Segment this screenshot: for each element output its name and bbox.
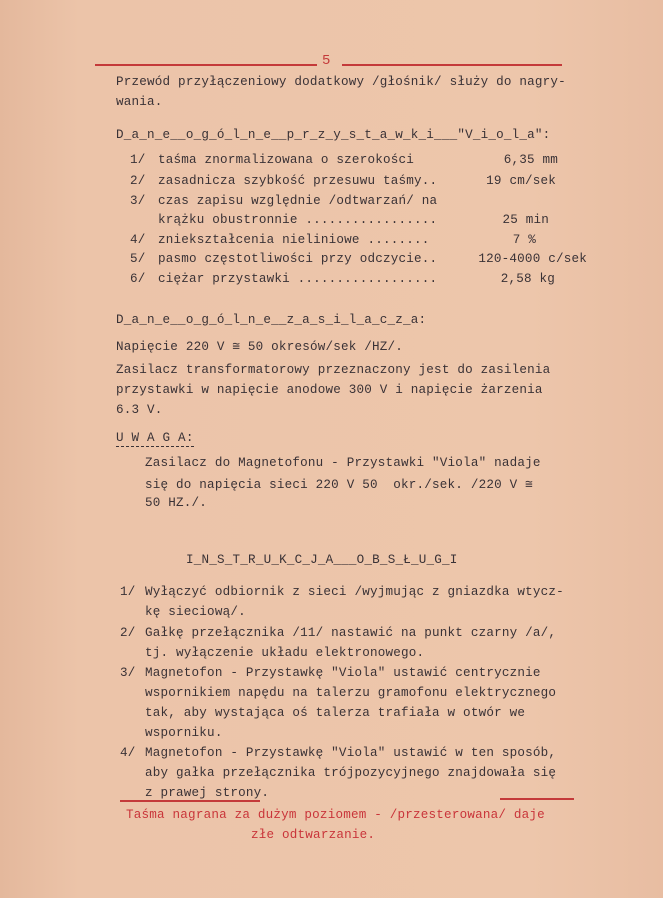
note-heading-text: U W A G A: [116,431,194,445]
instruction-line: tak, aby wystająca oś talerza trafiała w otwór we [145,706,526,720]
power-supply-desc: Zasilacz transformatorowy przeznaczony jest do zasilenia [116,363,551,377]
page-number: 5 [322,53,331,69]
instruction-line: Wyłączyć odbiornik z sieci /wyjmując z gniazdka wtycz- [145,585,564,599]
instruction-line: kę sieciową/. [145,605,246,619]
spec-num: 3/ [130,194,146,208]
note-line: się do napięcia sieci 220 V 50 okr./sek. /220 V ≅ [145,478,533,492]
note-line: Zasilacz do Magnetofonu - Przystawki "Viola" nadaje [145,456,541,470]
instruction-line: aby gałka przełącznika trójpozycyjnego znajdowała się [145,766,557,780]
warning-line-2: złe odtwarzanie. [251,828,376,842]
instructions-heading: I_N_S_T_R_U_K_C_J_A___O_B_S_Ł_U_G_I [186,553,458,567]
spec-label: pasmo częstotliwości przy odczycie.. [158,252,438,266]
instruction-line: Magnetofon - Przystawkę "Viola" ustawić centrycznie [145,666,541,680]
instruction-line: z prawej strony. [145,786,270,800]
instruction-line: wspornikiem napędu na talerzu gramofonu elektrycznego [145,686,557,700]
instruction-line: tj. wyłączenie układu elektronowego. [145,646,425,660]
power-supply-voltage: Napięcie 220 V ≅ 50 okresów/sek /HZ/. [116,340,404,354]
header-rule-left [95,64,317,66]
spec-num: 6/ [130,272,146,286]
spec-label: zniekształcenia nieliniowe ........ [158,233,430,247]
instruction-num: 1/ [120,585,136,599]
intro-line-1: Przewód przyłączeniowy dodatkowy /głośnik/ służy do nagry- [116,75,566,89]
adapter-specs-heading: D_a_n_e__o_g_ó_l_n_e__p_r_z_y_s_t_a_w_k_i___"V_i_o_l_a": [116,128,551,142]
power-supply-desc: przystawki w napięcie anodowe 300 V i napięcie żarzenia [116,383,543,397]
spec-value: 7 % [512,233,536,247]
instruction-line: Magnetofon - Przystawkę "Viola" ustawić w ten sposób, [145,746,557,760]
spec-num: 1/ [130,153,146,167]
intro-line-2: wania. [116,95,163,109]
spec-num: 5/ [130,252,146,266]
power-supply-desc: 6.3 V. [116,403,163,417]
spec-label: ciężar przystawki .................. [158,272,438,286]
spec-label: zasadnicza szybkość przesuwu taśmy.. [158,174,438,188]
power-supply-heading: D_a_n_e__o_g_ó_l_n_e__z_a_s_i_l_a_c_z_a: [116,313,427,327]
spec-value: 19 cm/sek [486,174,556,188]
spec-value: 6,35 mm [503,153,558,167]
spec-label: taśma znormalizowana o szerokości [158,153,414,167]
spec-value: 2,58 kg [500,272,555,286]
spec-num: 2/ [130,174,146,188]
spec-label: czas zapisu względnie /odtwarzań/ na [158,194,438,208]
instruction-line: wsporniku. [145,726,223,740]
spec-label: krążku obustronnie ................. [158,213,438,227]
warning-line-1: Taśma nagrana za dużym poziomem - /przesterowana/ daje [126,808,545,822]
instruction-num: 3/ [120,666,136,680]
note-heading [116,431,194,445]
instruction-line: Gałkę przełącznika /11/ nastawić na punkt czarny /a/, [145,626,557,640]
spec-value: 120-4000 c/sek [478,252,587,266]
header-rule-right [342,64,562,66]
spec-value: 25 min [502,213,549,227]
instruction-num: 4/ [120,746,136,760]
note-line: 50 HZ./. [145,496,208,510]
spec-num: 4/ [130,233,146,247]
warning-rule-left [120,800,260,802]
instruction-num: 2/ [120,626,136,640]
warning-rule-right [500,798,574,800]
